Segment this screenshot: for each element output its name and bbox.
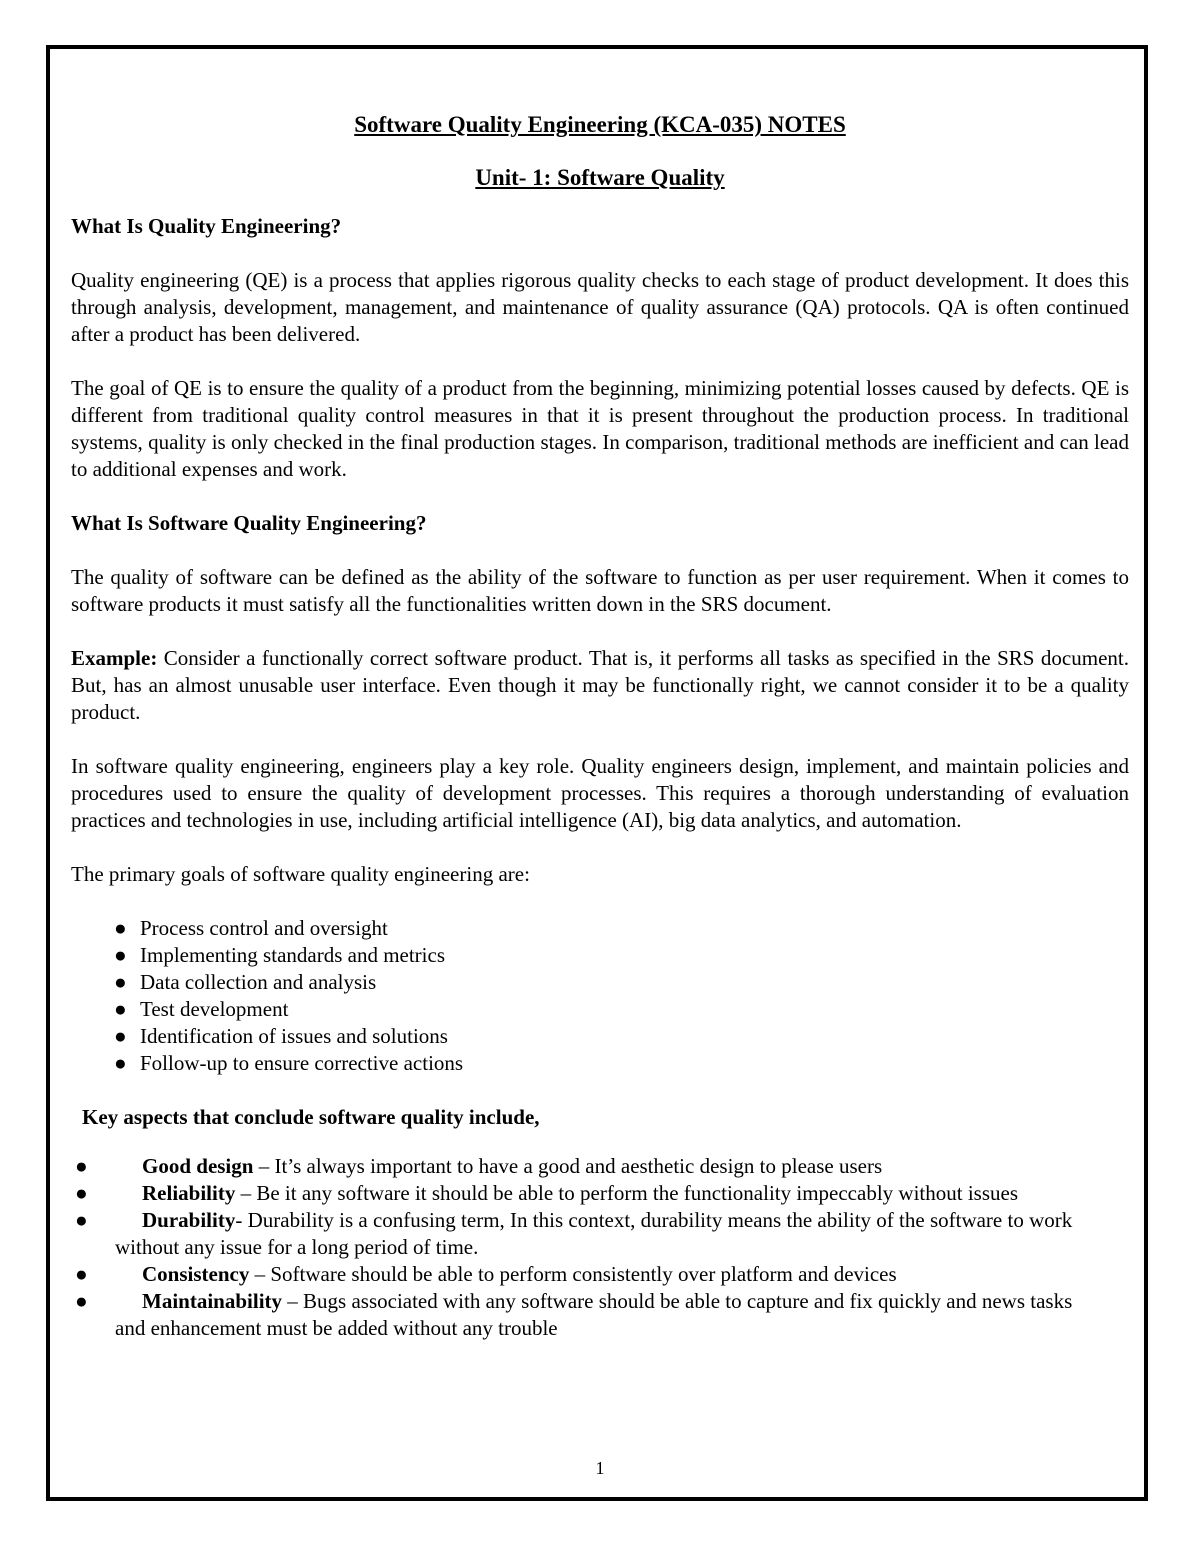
aspect-term: Reliability — [142, 1181, 236, 1205]
key-aspects-heading: Key aspects that conclude software quality include, — [82, 1105, 540, 1129]
aspect-text: – Be it any software it should be able to perform the functionality impeccably without issues — [235, 1181, 1018, 1205]
paragraph-qe-goal: The goal of QE is to ensure the quality of a product from the beginning, minimizing potential losses caused by defects. QE is different from traditional quality control measures in that it is present throughout the production process. In traditional systems, quality is only checked in the final production stages. In comparison, traditional methods are inefficient and can lead to additional expenses and work. — [71, 376, 1129, 481]
example-label: Example: — [71, 646, 158, 670]
aspect-text: – It’s always important to have a good and aesthetic design to please users — [253, 1154, 883, 1178]
list-item — [71, 1180, 1081, 1207]
list-item: ● Data collection and analysis — [114, 970, 377, 994]
list-item: ● Implementing standards and metrics — [114, 943, 446, 967]
aspect-text: – Bugs associated with any software should be able to capture and fix quickly and news tasks and enhancement must be added without any trouble — [115, 1289, 1073, 1340]
section-heading-software-quality-engineering: What Is Software Quality Engineering? — [71, 511, 427, 535]
paragraph-software-quality-definition: The quality of software can be defined as the ability of the software to function as per user requirement. When it comes to software products it must satisfy all the functionalities written down in the SRS document. — [71, 565, 1129, 616]
list-item: ● Test development — [114, 997, 289, 1021]
document-title: Software Quality Engineering (KCA-035) NOTES — [354, 112, 846, 137]
bullet-icon: ● — [75, 1262, 88, 1286]
aspect-term: Durability — [142, 1208, 236, 1232]
list-item: ● Process control and oversight — [114, 916, 388, 940]
aspect-term: Consistency — [142, 1262, 250, 1286]
list-item: ● Follow-up to ensure corrective actions — [114, 1051, 464, 1075]
bullet-icon: ● — [114, 970, 127, 994]
unit-title: Unit- 1: Software Quality — [475, 165, 725, 190]
bullet-icon: ● — [114, 1024, 127, 1048]
paragraph-engineers-role: In software quality engineering, engineers play a key role. Quality engineers design, implement, and maintain policies and procedures used to ensure the quality of development processes. This requires a thorough understanding of evaluation practices and technologies in use, including artificial intelligence (AI), big data analytics, and automation. — [71, 754, 1129, 832]
bullet-icon: ● — [114, 997, 127, 1021]
list-item: ● Identification of issues and solutions — [114, 1024, 448, 1048]
paragraph-example — [71, 645, 1129, 726]
paragraph-qe-definition: Quality engineering (QE) is a process that applies rigorous quality checks to each stage of product development. It does this through analysis, development, management, and maintenance of quality assurance (QA) protocols. QA is often continued after a product has been delivered. — [71, 268, 1129, 346]
goals-list — [71, 915, 1129, 1077]
bullet-icon: ● — [75, 1289, 88, 1313]
bullet-icon: ● — [75, 1181, 88, 1205]
aspect-text: - Durability is a confusing term, In this context, durability means the ability of the software to work without any issue for a long period of time. — [115, 1208, 1073, 1259]
bullet-icon: ● — [114, 1051, 127, 1075]
key-aspects-list — [71, 1153, 1081, 1342]
goals-intro: The primary goals of software quality engineering are: — [71, 862, 530, 886]
list-item — [71, 1288, 1081, 1342]
bullet-icon: ● — [114, 943, 127, 967]
list-item — [71, 1153, 1081, 1180]
aspect-term: Maintainability — [142, 1289, 283, 1313]
aspect-term: Good design — [142, 1154, 254, 1178]
page-number: 1 — [595, 1458, 605, 1478]
example-text: Consider a functionally correct software product. That is, it performs all tasks as specified in the SRS document. But, has an almost unusable user interface. Even though it may be functionally right, we cannot consider it to be a quality product. — [71, 646, 1129, 724]
section-heading-quality-engineering: What Is Quality Engineering? — [71, 214, 342, 238]
bullet-icon: ● — [114, 916, 127, 940]
bullet-icon: ● — [75, 1208, 88, 1232]
document-body — [71, 108, 1129, 1342]
list-item — [71, 1261, 1081, 1288]
bullet-icon: ● — [75, 1154, 88, 1178]
list-item — [71, 1207, 1081, 1261]
aspect-text: – Software should be able to perform consistently over platform and devices — [249, 1262, 897, 1286]
